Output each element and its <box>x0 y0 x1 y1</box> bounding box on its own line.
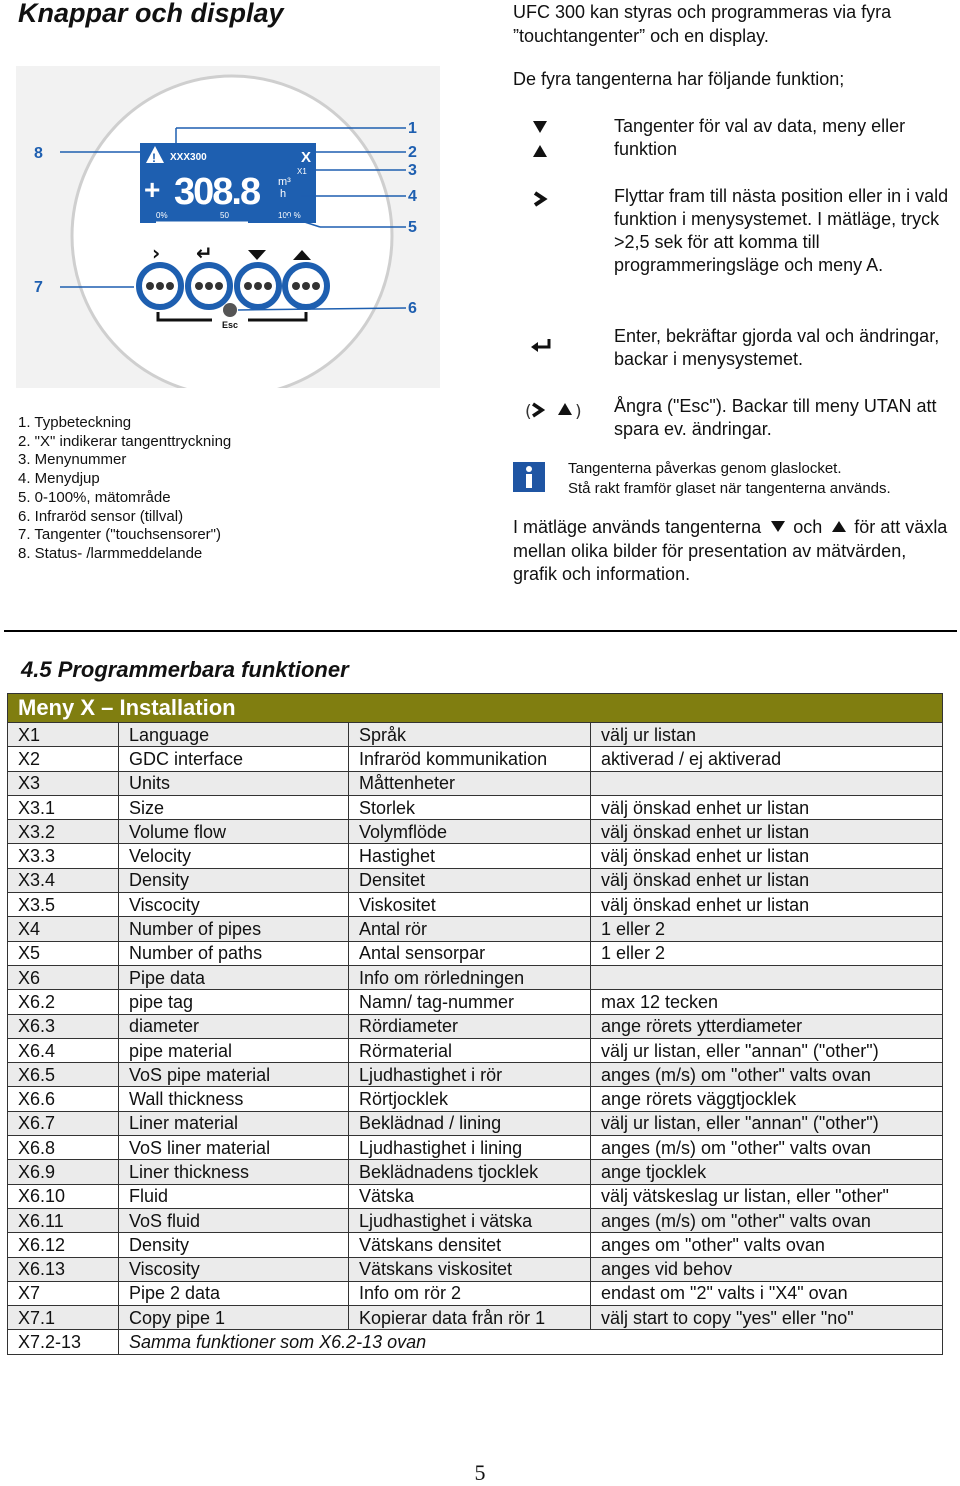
table-row <box>8 965 943 989</box>
callout-5: 5 <box>408 219 417 236</box>
table-cell: X3.1 <box>8 795 119 819</box>
table-row <box>8 1184 943 1208</box>
table-cell: Fluid <box>119 1184 349 1208</box>
table-cell: 1 eller 2 <box>591 941 943 965</box>
callout-7: 7 <box>34 279 43 296</box>
page-title: Knappar och display <box>18 0 284 28</box>
table-cell: Namn/ tag-nummer <box>349 990 591 1014</box>
table-cell: Density <box>119 868 349 892</box>
table-cell: Densitet <box>349 868 591 892</box>
table-cell: Samma funktioner som X6.2-13 ovan <box>119 1330 943 1354</box>
table-cell: Vätskans densitet <box>349 1233 591 1257</box>
table-cell: Antal sensorpar <box>349 941 591 965</box>
touch-key-up <box>285 265 327 307</box>
table-cell: aktiverad / ej aktiverad <box>591 747 943 771</box>
table-row <box>8 771 943 795</box>
legend-item: 3. Menynummer <box>18 451 127 469</box>
table-cell: ange tjocklek <box>591 1160 943 1184</box>
table-cell: Språk <box>349 723 591 747</box>
svg-text:↵: ↵ <box>196 241 213 265</box>
table-cell: VoS pipe material <box>119 1063 349 1087</box>
table-cell: Beklädnadens tjocklek <box>349 1160 591 1184</box>
legend-item: 6. Infraröd sensor (tillval) <box>18 507 184 525</box>
table-cell: Pipe 2 data <box>119 1281 349 1305</box>
table-header-row <box>8 694 943 723</box>
table-cell: X5 <box>8 941 119 965</box>
table-cell: Måttenheter <box>349 771 591 795</box>
table-cell: välj start to copy "yes" eller "no" <box>591 1306 943 1330</box>
table-cell: Rörmaterial <box>349 1038 591 1062</box>
table-row <box>8 1330 943 1354</box>
section-title: 4.5 Programmerbara funktioner <box>21 657 349 682</box>
table-cell: Info om rör 2 <box>349 1281 591 1305</box>
table-cell: Volume flow <box>119 820 349 844</box>
legend-item: 7. Tangenter ("touchsensorer") <box>18 526 221 544</box>
callout-6: 6 <box>408 300 417 317</box>
key-description-text: Enter, bekräftar gjorda val och ändringar, backar i menysystemet. <box>614 326 940 369</box>
table-cell: diameter <box>119 1014 349 1038</box>
table-cell: Pipe data <box>119 965 349 989</box>
table-cell: Size <box>119 795 349 819</box>
table-row <box>8 820 943 844</box>
device-illustration <box>16 66 440 388</box>
table-cell: välj önskad enhet ur listan <box>591 844 943 868</box>
callout-1: 1 <box>408 120 417 137</box>
table-cell: X3.4 <box>8 868 119 892</box>
table-cell: anges om "other" valts ovan <box>591 1233 943 1257</box>
svg-text:+: + <box>144 174 161 205</box>
table-row <box>8 747 943 771</box>
display-model: XXX300 <box>170 152 207 163</box>
table-cell: Language <box>119 723 349 747</box>
table-cell: GDC interface <box>119 747 349 771</box>
table-cell: X3.3 <box>8 844 119 868</box>
table-cell: pipe material <box>119 1038 349 1062</box>
display-menu-number: X1 <box>297 167 307 176</box>
table-cell: X3.5 <box>8 893 119 917</box>
table-cell: X3 <box>8 771 119 795</box>
table-cell: Liner material <box>119 1111 349 1135</box>
table-cell: Number of paths <box>119 941 349 965</box>
table-cell: Antal rör <box>349 917 591 941</box>
legend-item: 1. Typbeteckning <box>18 414 132 431</box>
table-row <box>8 723 943 747</box>
table-cell: pipe tag <box>119 990 349 1014</box>
table-cell: VoS fluid <box>119 1208 349 1232</box>
display-scale-100: 100 % <box>278 211 301 220</box>
table-cell: välj önskad enhet ur listan <box>591 820 943 844</box>
table-cell: anges (m/s) om "other" valts ovan <box>591 1136 943 1160</box>
table-cell: Viscocity <box>119 893 349 917</box>
svg-text:›: › <box>152 241 161 265</box>
table-cell: Liner thickness <box>119 1160 349 1184</box>
table-cell: Density <box>119 1233 349 1257</box>
display-unit-bottom: h <box>280 188 287 200</box>
table-cell: X7 <box>8 1281 119 1305</box>
infrared-sensor-icon <box>223 303 237 317</box>
table-row <box>8 844 943 868</box>
down-arrow-icon <box>766 517 788 533</box>
table-cell: Number of pipes <box>119 917 349 941</box>
esc-combo-icon <box>525 395 585 430</box>
callout-4: 4 <box>408 188 417 205</box>
table-cell: endast om "2" valts i "X4" ovan <box>591 1281 943 1305</box>
table-cell: X6.6 <box>8 1087 119 1111</box>
table-row <box>8 990 943 1014</box>
info-icon <box>513 462 545 492</box>
table-row <box>8 941 943 965</box>
table-cell: Volymflöde <box>349 820 591 844</box>
menu-table <box>7 693 943 1355</box>
table-row <box>8 1063 943 1087</box>
table-row <box>8 1014 943 1038</box>
right-arrow-icon <box>525 185 585 220</box>
table-cell: ange rörets väggtjocklek <box>591 1087 943 1111</box>
table-row <box>8 1087 943 1111</box>
table-cell: Kopierar data från rör 1 <box>349 1306 591 1330</box>
legend-item: 8. Status- /larmmeddelande <box>18 544 203 562</box>
info-line: Tangenterna påverkas genom glaslocket. <box>568 460 842 477</box>
table-cell: X6.13 <box>8 1257 119 1281</box>
table-cell: Ljudhastighet i vätska <box>349 1208 591 1232</box>
table-cell: X6.12 <box>8 1233 119 1257</box>
table-cell: anges (m/s) om "other" valts ovan <box>591 1208 943 1232</box>
table-row <box>8 1160 943 1184</box>
table-cell: Rördiameter <box>349 1014 591 1038</box>
table-cell: Vätskans viskositet <box>349 1257 591 1281</box>
table-cell: ange rörets ytterdiameter <box>591 1014 943 1038</box>
table-header: Meny X – Installation <box>8 694 943 723</box>
table-row <box>8 795 943 819</box>
table-cell: välj ur listan, eller "annan" ("other") <box>591 1038 943 1062</box>
display-x-indicator: X <box>301 149 312 166</box>
table-cell: X2 <box>8 747 119 771</box>
table-cell: Rörtjocklek <box>349 1087 591 1111</box>
key-description-esc <box>525 395 955 445</box>
table-row <box>8 1111 943 1135</box>
table-cell: VoS liner material <box>119 1136 349 1160</box>
display-value: 308.8 <box>174 171 260 213</box>
table-row <box>8 1208 943 1232</box>
intro-text: UFC 300 kan styras och programmeras via fyra ”touchtangenter” och en display. <box>513 2 892 46</box>
table-cell: X6.7 <box>8 1111 119 1135</box>
table-cell: X6.11 <box>8 1208 119 1232</box>
table-cell: välj önskad enhet ur listan <box>591 868 943 892</box>
table-cell: Viscosity <box>119 1257 349 1281</box>
measurement-mode-text: I mätläge används tangenterna och för att växla mellan olika bilder för presentation av mätvärden, grafik och information. <box>513 517 948 584</box>
table-cell <box>591 965 943 989</box>
table-row <box>8 1136 943 1160</box>
display-scale-0: 0% <box>156 211 168 220</box>
table-cell: välj önskad enhet ur listan <box>591 893 943 917</box>
up-arrow-icon <box>827 517 849 533</box>
key-description-up-down <box>525 115 955 165</box>
table-row <box>8 917 943 941</box>
table-cell: X6.2 <box>8 990 119 1014</box>
down-up-arrow-icon <box>525 115 585 164</box>
table-cell: X6.8 <box>8 1136 119 1160</box>
table-row <box>8 1281 943 1305</box>
table-cell: Copy pipe 1 <box>119 1306 349 1330</box>
table-cell: 1 eller 2 <box>591 917 943 941</box>
key-description-enter <box>525 325 955 375</box>
table-row <box>8 868 943 892</box>
table-cell: X6.5 <box>8 1063 119 1087</box>
table-cell: X6.3 <box>8 1014 119 1038</box>
keys-intro: De fyra tangenterna har följande funktion; <box>513 69 845 89</box>
table-cell: välj vätskeslag ur listan, eller "other" <box>591 1184 943 1208</box>
key-description-text: Flyttar fram till nästa position eller in i vald funktion i menysystemet. I mätläge, tryck >2,5 sek för att komma till programmeringsläge och meny A. <box>614 186 949 275</box>
table-cell: max 12 tecken <box>591 990 943 1014</box>
touch-key-right <box>139 265 181 307</box>
table-cell: X7.2-13 <box>8 1330 119 1354</box>
table-row <box>8 1257 943 1281</box>
table-cell: Hastighet <box>349 844 591 868</box>
table-cell: Velocity <box>119 844 349 868</box>
table-row <box>8 1306 943 1330</box>
device-diagram <box>16 66 440 388</box>
table-cell: X6.10 <box>8 1184 119 1208</box>
table-cell: X6 <box>8 965 119 989</box>
table-cell: Units <box>119 771 349 795</box>
page-number: 5 <box>474 1460 486 1485</box>
key-description-text: Tangenter för val av data, meny eller funktion <box>614 116 906 159</box>
table-cell: X1 <box>8 723 119 747</box>
table-cell: X4 <box>8 917 119 941</box>
touch-key-enter <box>188 265 230 307</box>
info-note <box>568 459 891 499</box>
table-cell: X6.9 <box>8 1160 119 1184</box>
table-cell <box>591 771 943 795</box>
svg-text:(: ( <box>525 402 532 422</box>
table-cell: välj önskad enhet ur listan <box>591 795 943 819</box>
table-cell: X7.1 <box>8 1306 119 1330</box>
legend-item: 5. 0-100%, mätområde <box>18 488 171 506</box>
callout-3: 3 <box>408 162 417 179</box>
key-description-text: Ångra ("Esc"). Backar till meny UTAN att spara ev. ändringar. <box>614 396 937 439</box>
table-cell: Ljudhastighet i rör <box>349 1063 591 1087</box>
table-row <box>8 1038 943 1062</box>
legend-item: 2. "X" indikerar tangenttryckning <box>18 432 232 450</box>
legend-item: 4. Menydjup <box>18 470 100 488</box>
table-cell: Vätska <box>349 1184 591 1208</box>
display-scale-50: 50 <box>220 211 229 220</box>
svg-text:!: ! <box>152 151 156 165</box>
callout-2: 2 <box>408 144 417 161</box>
table-cell: Infraröd kommunikation <box>349 747 591 771</box>
table-cell: välj ur listan, eller "annan" ("other") <box>591 1111 943 1135</box>
key-description-right <box>525 185 955 305</box>
table-cell: Viskositet <box>349 893 591 917</box>
table-row <box>8 893 943 917</box>
touch-key-down <box>237 265 279 307</box>
table-cell: Beklädnad / lining <box>349 1111 591 1135</box>
table-cell: Info om rörledningen <box>349 965 591 989</box>
table-cell: Ljudhastighet i lining <box>349 1136 591 1160</box>
table-cell: anges (m/s) om "other" valts ovan <box>591 1063 943 1087</box>
table-cell: X3.2 <box>8 820 119 844</box>
table-row <box>8 1233 943 1257</box>
section-divider <box>4 630 957 632</box>
table-cell: Storlek <box>349 795 591 819</box>
enter-arrow-icon <box>525 325 585 370</box>
callout-legend <box>18 414 231 564</box>
table-cell: välj ur listan <box>591 723 943 747</box>
table-cell: X6.4 <box>8 1038 119 1062</box>
svg-text:): ) <box>575 402 582 422</box>
table-cell: Wall thickness <box>119 1087 349 1111</box>
display-unit-top: m³ <box>278 176 291 188</box>
esc-label: Esc <box>222 320 239 330</box>
info-line: Stå rakt framför glaset när tangenterna används. <box>568 480 891 497</box>
callout-8: 8 <box>34 145 43 162</box>
table-cell: anges vid behov <box>591 1257 943 1281</box>
